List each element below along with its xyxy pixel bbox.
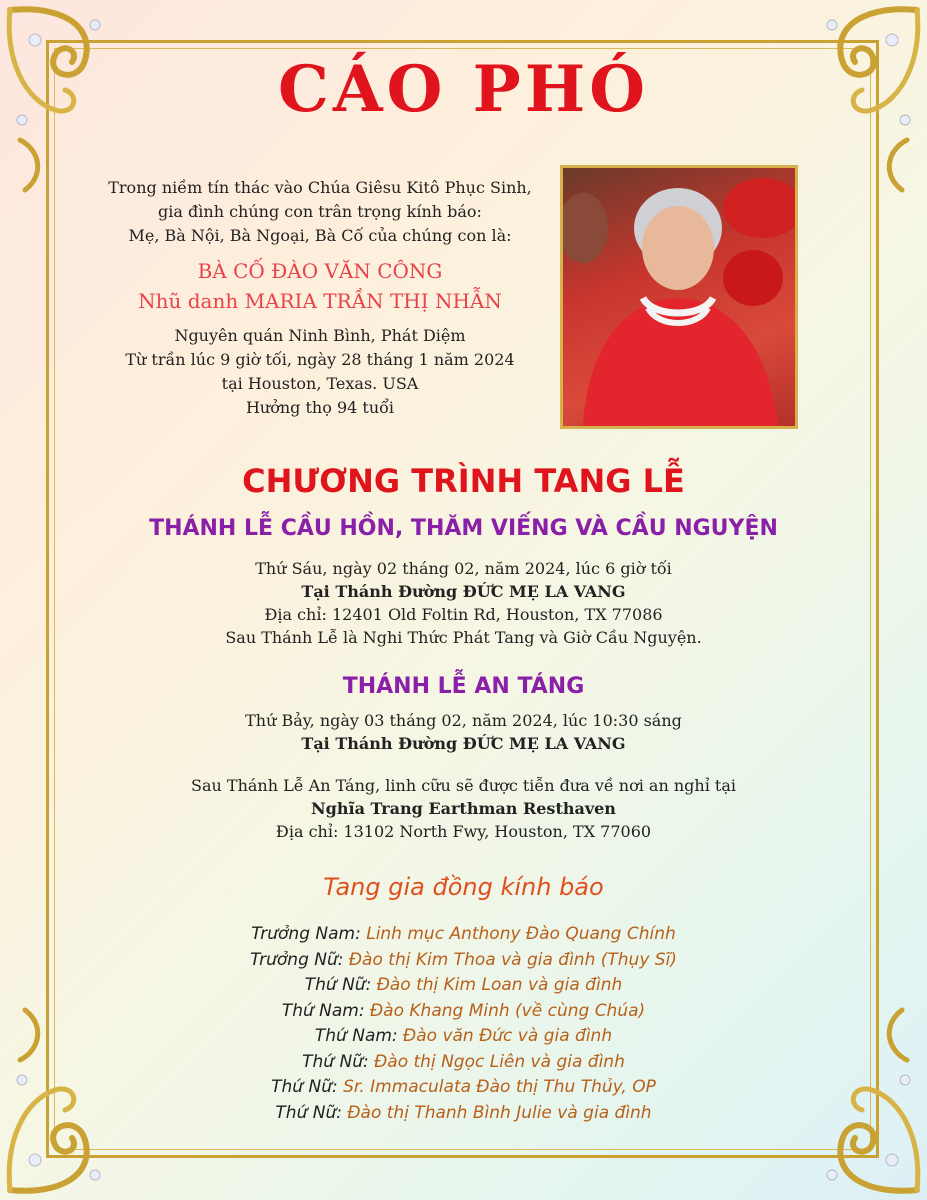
family-role: Thứ Nữ: xyxy=(275,1102,342,1123)
intro-line: Mẹ, Bà Nội, Bà Ngoại, Bà Cố của chúng con là: xyxy=(128,226,512,245)
family-member-name: Đào Khang Minh (về cùng Chúa) xyxy=(364,1000,646,1021)
page-title: CÁO PHÓ xyxy=(278,52,649,127)
program-heading: CHƯƠNG TRÌNH TANG LỄ xyxy=(242,462,685,500)
family-role: Trưởng Nữ: xyxy=(250,949,344,970)
family-heading: Tang gia đồng kính báo xyxy=(323,873,604,901)
family-member-name: Linh mục Anthony Đào Quang Chính xyxy=(360,924,676,944)
portrait-photo xyxy=(560,165,798,429)
mass1-title: THÁNH LỄ CẦU HỒN, THĂM VIẾNG VÀ CẦU NGUYỆN xyxy=(149,516,778,541)
mass1-date: Thứ Sáu, ngày 02 tháng 02, năm 2024, lúc 6 giờ tối xyxy=(255,559,672,578)
mass2-date: Thứ Bảy, ngày 03 tháng 02, năm 2024, lúc 10:30 sáng xyxy=(245,711,682,730)
intro-line: Trong niềm tín thác vào Chúa Giêsu Kitô Phục Sinh, xyxy=(108,178,532,197)
family-member-row xyxy=(0,973,927,999)
mass2-block xyxy=(0,709,927,755)
cemetery-address: Địa chỉ: 13102 North Fwy, Houston, TX 77060 xyxy=(275,822,652,841)
family-member-row xyxy=(0,999,927,1025)
family-role: Thứ Nam: xyxy=(314,1026,398,1046)
family-member-row xyxy=(0,948,927,974)
family-member-name: Đào thị Ngọc Liên và gia đình xyxy=(368,1051,625,1072)
mass1-address: Địa chỉ: 12401 Old Foltin Rd, Houston, TX 77086 xyxy=(264,605,663,624)
family-member-name: Đào văn Đức và gia đình xyxy=(397,1026,613,1046)
mass1-block xyxy=(0,557,927,649)
family-member-name: Đào thị Thanh Bình Julie và gia đình xyxy=(341,1102,652,1123)
family-role: Thứ Nữ: xyxy=(304,975,372,995)
mass2-title: THÁNH LỄ AN TÁNG xyxy=(342,674,585,699)
intro-block xyxy=(90,176,550,420)
family-member-row xyxy=(0,1075,927,1101)
family-role: Thứ Nữ: xyxy=(302,1051,369,1072)
deceased-maiden-name: Nhũ danh MARIA TRẦN THỊ NHẪN xyxy=(138,289,502,313)
intro-line: gia đình chúng con trân trọng kính báo: xyxy=(158,202,482,221)
family-member-name: Đào thị Kim Loan và gia đình xyxy=(371,975,623,995)
death-text: Từ trần lúc 9 giờ tối, ngày 28 tháng 1 năm 2024 xyxy=(125,350,515,369)
place-text: tại Houston, Texas. USA xyxy=(221,374,419,393)
family-member-row xyxy=(0,1050,927,1076)
burial-note: Sau Thánh Lễ An Táng, linh cữu sẽ được tiễn đưa về nơi an nghỉ tại xyxy=(191,776,736,795)
family-member-name: Sr. Immaculata Đào thị Thu Thủy, OP xyxy=(337,1077,656,1097)
family-member-row xyxy=(0,1101,927,1127)
cemetery-name: Nghĩa Trang Earthman Resthaven xyxy=(311,799,616,818)
burial-block xyxy=(0,774,927,843)
family-list xyxy=(0,922,927,1126)
family-role: Thứ Nam: xyxy=(281,1000,365,1021)
family-member-row xyxy=(0,1024,927,1050)
age-text: Hưởng thọ 94 tuổi xyxy=(245,398,395,417)
family-member-name: Đào thị Kim Thoa và gia đình (Thụy Sĩ) xyxy=(343,949,677,970)
mass1-note: Sau Thánh Lễ là Nghi Thức Phát Tang và Giờ Cầu Nguyện. xyxy=(225,628,702,647)
deceased-name: BÀ CỐ ĐÀO VĂN CÔNG xyxy=(197,259,443,283)
mass2-church: Tại Thánh Đường ĐỨC MẸ LA VANG xyxy=(301,734,626,753)
family-member-row xyxy=(0,922,927,948)
mass1-church: Tại Thánh Đường ĐỨC MẸ LA VANG xyxy=(301,582,626,601)
family-role: Trưởng Nam: xyxy=(251,924,361,944)
family-role: Thứ Nữ: xyxy=(271,1077,338,1097)
origin-text: Nguyên quán Ninh Bình, Phát Diệm xyxy=(174,326,466,345)
